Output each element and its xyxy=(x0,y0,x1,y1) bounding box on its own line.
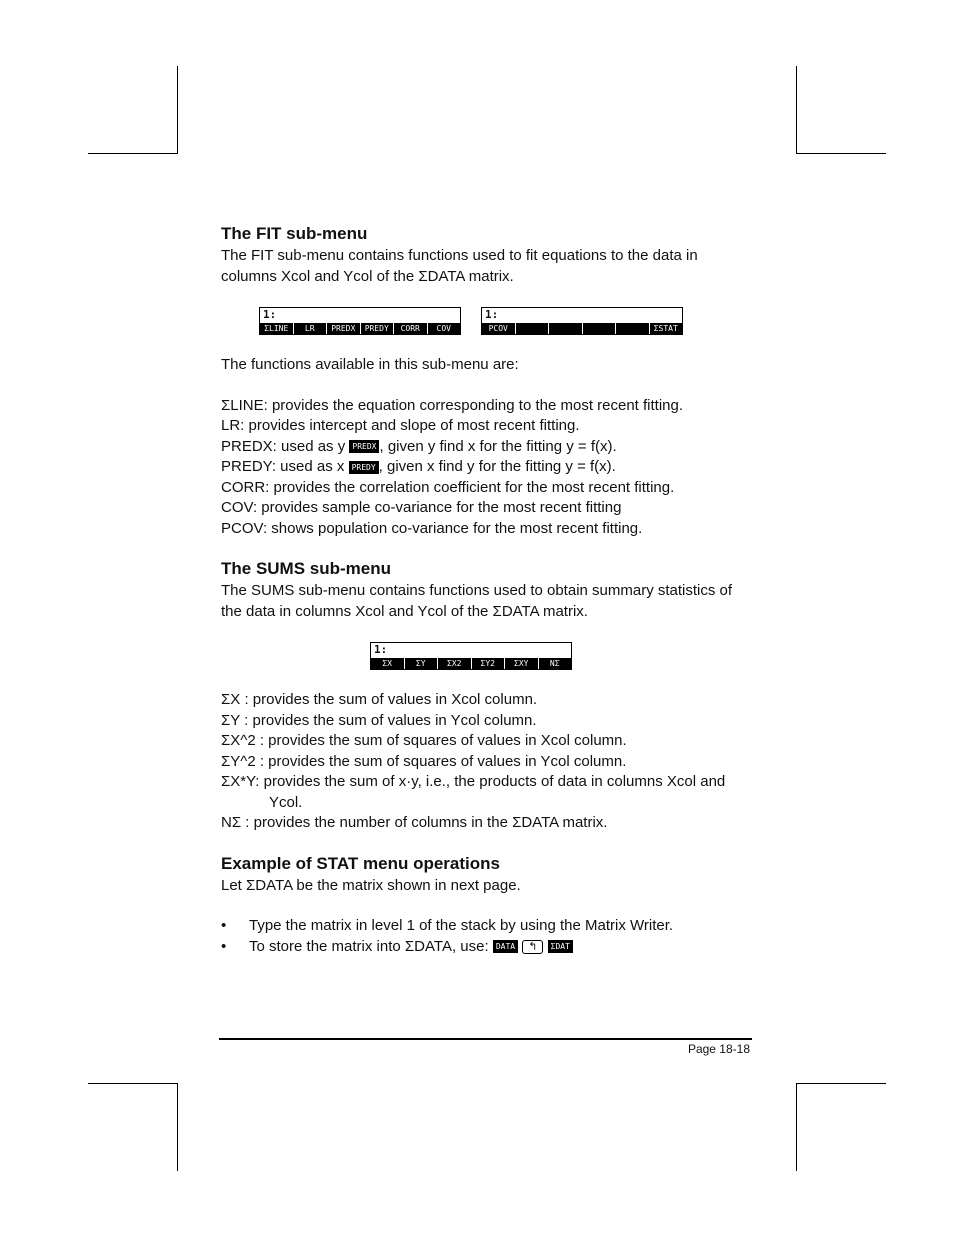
softkey[interactable] xyxy=(616,323,649,334)
soft-menu xyxy=(260,323,460,334)
fit-available: The functions available in this sub-menu are: xyxy=(221,356,519,373)
crop-mark xyxy=(177,66,178,154)
example-steps xyxy=(221,916,761,957)
softkey[interactable]: ΣLINE xyxy=(260,323,293,334)
softkey[interactable]: ΣSTAT xyxy=(650,323,683,334)
softkey[interactable]: ΣY xyxy=(405,658,438,669)
example-intro: Let ΣDATA be the matrix shown in next page. xyxy=(221,876,521,894)
list-item: ΣX : provides the sum of values in Xcol column. xyxy=(221,691,538,708)
list-item: NΣ : provides the number of columns in the ΣDATA matrix. xyxy=(221,814,608,831)
softkey[interactable]: PREDX xyxy=(327,323,360,334)
softkey[interactable]: PCOV xyxy=(482,323,515,334)
soft-menu xyxy=(371,658,571,669)
crop-mark xyxy=(88,1083,178,1084)
list-item: PCOV: shows population co-variance for the most recent fitting. xyxy=(221,519,643,537)
calculator-screen: 1: ΣLINE LR PREDX PREDY CORR COV xyxy=(259,307,461,335)
list-item-continuation: Ycol. xyxy=(269,793,303,811)
crop-mark xyxy=(796,153,886,154)
sdat-softkey: ΣDAT xyxy=(548,940,573,953)
softkey[interactable]: PREDY xyxy=(361,323,394,334)
sums-heading: The SUMS sub-menu xyxy=(221,559,392,578)
list-item: CORR: provides the correlation coefficient for the most recent fitting. xyxy=(221,478,675,496)
crop-mark xyxy=(88,153,178,154)
sums-screens xyxy=(181,642,761,670)
calculator-screen: 1: PCOV ΣSTAT xyxy=(481,307,683,335)
softkey[interactable] xyxy=(516,323,549,334)
softkey[interactable]: COV xyxy=(428,323,461,334)
footer-rule xyxy=(219,1038,752,1040)
crop-mark xyxy=(177,1083,178,1171)
softkey[interactable]: LR xyxy=(294,323,327,334)
crop-mark xyxy=(796,1083,797,1171)
list-item: ΣY^2 : provides the sum of squares of values in Ycol column. xyxy=(221,752,627,770)
fit-heading: The FIT sub-menu xyxy=(221,224,368,243)
list-item: ΣX*Y: provides the sum of x·y, i.e., the products of data in columns Xcol and xyxy=(221,773,726,790)
predx-softkey: PREDX xyxy=(349,440,379,453)
softkey[interactable] xyxy=(583,323,616,334)
softkey[interactable]: CORR xyxy=(394,323,427,334)
softkey[interactable]: ΣX2 xyxy=(438,658,471,669)
list-item: LR: provides intercept and slope of most recent fitting. xyxy=(221,417,580,434)
sums-intro: The SUMS sub-menu contains functions used to obtain summary statistics of the data in columns Xcol and Ycol of the ΣDATA matrix. xyxy=(221,582,733,620)
predy-softkey: PREDY xyxy=(349,461,379,474)
soft-menu xyxy=(482,323,682,334)
data-softkey: DATA xyxy=(493,940,518,953)
page-number: Page 18-18 xyxy=(687,1042,750,1056)
list-item: PREDX: used as y PREDX , given y find x for the fitting y = f(x). xyxy=(221,437,617,455)
crop-mark xyxy=(796,1083,886,1084)
softkey[interactable] xyxy=(549,323,582,334)
list-item: COV: provides sample co-variance for the most recent fitting xyxy=(221,499,622,516)
softkey[interactable]: NΣ xyxy=(539,658,572,669)
list-item: • Type the matrix in level 1 of the stack by using the Matrix Writer. xyxy=(221,916,761,937)
list-item: • To store the matrix into ΣDATA, use: DATA ↰ ΣDAT xyxy=(221,937,761,958)
fit-intro: The FIT sub-menu contains functions used to fit equations to the data in columns Xcol and Ycol of the ΣDATA matrix. xyxy=(221,247,698,285)
left-shift-key-icon: ↰ xyxy=(522,940,543,954)
calculator-screen: 1: ΣX ΣY ΣX2 ΣY2 ΣXY NΣ xyxy=(370,642,572,670)
crop-mark xyxy=(796,66,797,154)
fit-function-list xyxy=(221,396,761,540)
list-item: ΣY : provides the sum of values in Ycol column. xyxy=(221,711,537,729)
softkey[interactable]: ΣXY xyxy=(505,658,538,669)
list-item: PREDY: used as x PREDY , given x find y for the fitting y = f(x). xyxy=(221,458,616,475)
page-content xyxy=(221,222,761,957)
fit-screens xyxy=(181,307,761,335)
sums-function-list xyxy=(221,690,761,834)
list-item: ΣLINE: provides the equation corresponding to the most recent fitting. xyxy=(221,396,684,414)
softkey[interactable]: ΣX xyxy=(371,658,404,669)
example-heading: Example of STAT menu operations xyxy=(221,853,500,873)
list-item: ΣX^2 : provides the sum of squares of values in Xcol column. xyxy=(221,732,627,749)
softkey[interactable]: ΣY2 xyxy=(472,658,505,669)
